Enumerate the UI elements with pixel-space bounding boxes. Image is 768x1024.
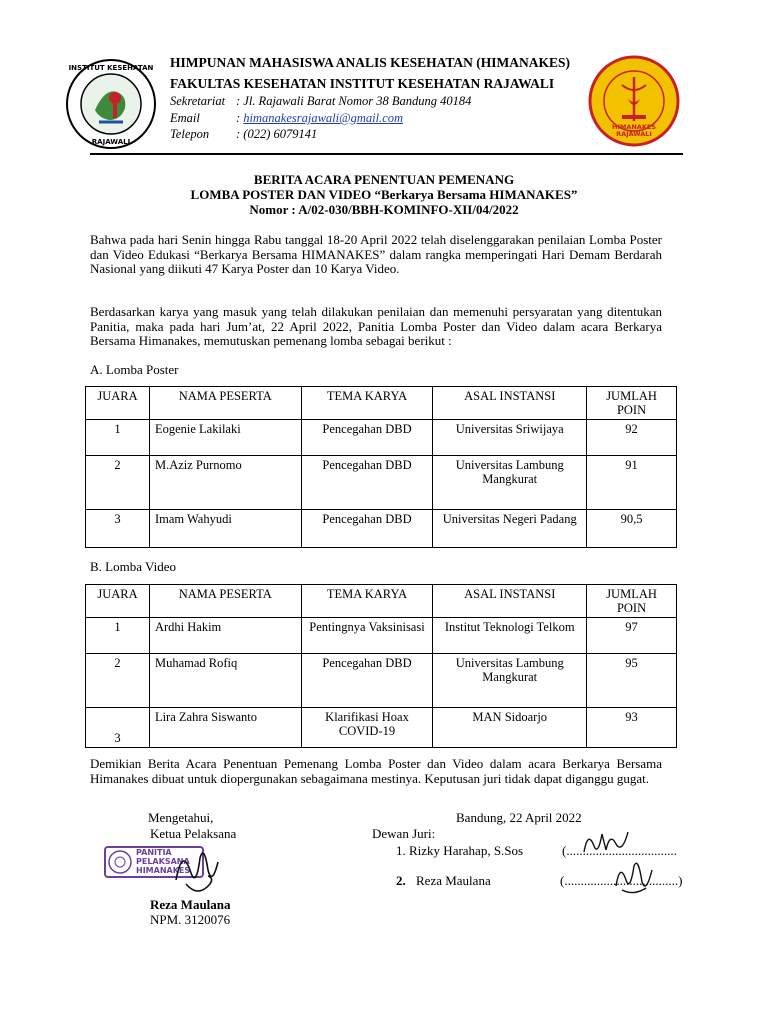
doc-number: Nomor : A/02-030/BBH-KOMINFO-XII/04/2022 xyxy=(249,202,519,217)
table-header-row xyxy=(86,585,677,618)
header-juara: JUARA xyxy=(86,387,150,420)
cell-poin: 93 xyxy=(587,708,677,748)
chairman-signature xyxy=(168,840,228,900)
video-winners-table xyxy=(85,584,677,748)
cell-tema: Pentingnya Vaksinisasi xyxy=(301,618,433,654)
table-row xyxy=(86,708,677,748)
himanakes-logo xyxy=(588,55,680,147)
table-row xyxy=(86,510,677,548)
paragraph-intro: Bahwa pada hari Senin hingga Rabu tanggal 18-20 April 2022 telah diselenggarakan penilaian Lomba Poster dan Video Edukasi “Berkarya Bersama HIMANAKES” dalam rangka memperingati Hari Demam Berdarah Nasional yang diikuti 47 Karya Poster dan 10 Karya Video. xyxy=(90,232,662,276)
cell-nama: Lira Zahra Siswanto xyxy=(149,708,301,748)
table-row xyxy=(86,420,677,456)
svg-text:INSTITUT KESEHATAN: INSTITUT KESEHATAN xyxy=(68,64,154,72)
table-row xyxy=(86,618,677,654)
jury-label: Dewan Juri: xyxy=(372,826,436,841)
cell-nama: M.Aziz Purnomo xyxy=(149,456,301,510)
cell-nama: Ardhi Hakim xyxy=(149,618,301,654)
cell-poin: 90,5 xyxy=(587,510,677,548)
cell-nama: Eogenie Lakilaki xyxy=(149,420,301,456)
org-name: HIMPUNAN MAHASISWA ANALIS KESEHATAN (HIMANAKES) xyxy=(170,55,571,70)
doc-title-line2: LOMBA POSTER DAN VIDEO “Berkarya Bersama HIMANAKES” xyxy=(190,187,578,202)
phone-label: Telepon xyxy=(170,127,210,141)
header-asal: ASAL INSTANSI xyxy=(433,387,587,420)
svg-text:HIMANAKES: HIMANAKES xyxy=(612,123,656,131)
cell-poin: 97 xyxy=(587,618,677,654)
cell-asal: Universitas Sriwijaya xyxy=(433,420,587,456)
jury-2-signature xyxy=(608,856,658,896)
cell-asal: MAN Sidoarjo xyxy=(433,708,587,748)
cell-tema: Pencegahan DBD xyxy=(301,510,433,548)
faculty-name: FAKULTAS KESEHATAN INSTITUT KESEHATAN RAJAWALI xyxy=(170,76,555,91)
cell-juara: 3 xyxy=(86,708,150,748)
cell-juara: 2 xyxy=(86,654,150,708)
email-link[interactable]: himanakesrajawali@gmail.com xyxy=(243,111,404,125)
header-nama: NAMA PESERTA xyxy=(149,585,301,618)
header-juara: JUARA xyxy=(86,585,150,618)
cell-poin: 95 xyxy=(587,654,677,708)
acknowledged-label: Mengetahui, xyxy=(148,810,214,825)
header-asal: ASAL INSTANSI xyxy=(433,585,587,618)
table-row xyxy=(86,654,677,708)
cell-tema: Pencegahan DBD xyxy=(301,654,433,708)
chairman-title: Ketua Pelaksana xyxy=(150,826,237,841)
doc-title-line1: BERITA ACARA PENENTUAN PEMENANG xyxy=(253,172,515,187)
cell-juara: 2 xyxy=(86,456,150,510)
paragraph-decision: Berdasarkan karya yang masuk yang telah dilakukan penilaian dan memenuhi persyaratan yang ditentukan Panitia, maka pada hari Jum’at, 22 April 2022, Panitia Lomba Poster dan Video dalam acara Berkarya Bersama Himanakes, memutuskan pemenang lomba sebagai berikut : xyxy=(90,304,662,348)
chairman-name: Reza Maulana xyxy=(150,897,231,912)
email-label: Email xyxy=(170,111,200,125)
email-row xyxy=(236,111,403,126)
closing-paragraph: Demikian Berita Acara Penentuan Pemenang Lomba Poster dan Video dalam acara Berkarya Bersama Himanakes dibuat untuk diopergunakan sebagaimana mestinya. Keputusan juri tidak dapat diganggu gugat. xyxy=(90,756,662,786)
cell-asal: Universitas Lambung Mangkurat xyxy=(433,654,587,708)
jury-member-2: Reza Maulana xyxy=(416,873,491,888)
phone-value: : (022) 6079141 xyxy=(236,127,318,141)
cell-tema: Pencegahan DBD xyxy=(301,456,433,510)
place-date: Bandung, 22 April 2022 xyxy=(456,810,582,825)
header-tema: TEMA KARYA xyxy=(301,585,433,618)
header-tema: TEMA KARYA xyxy=(301,387,433,420)
header-nama: NAMA PESERTA xyxy=(149,387,301,420)
email-colon: : xyxy=(236,111,244,125)
cell-juara: 1 xyxy=(86,420,150,456)
svg-text:RAJAWALI: RAJAWALI xyxy=(616,130,652,138)
cell-poin: 92 xyxy=(587,420,677,456)
cell-poin: 91 xyxy=(587,456,677,510)
jury-2-number: 2. xyxy=(396,873,406,888)
header-divider xyxy=(90,153,683,155)
cell-juara: 3 xyxy=(86,510,150,548)
section-poster-heading: A. Lomba Poster xyxy=(90,362,179,377)
chairman-npm: NPM. 3120076 xyxy=(150,912,231,927)
header-poin: JUMLAH POIN xyxy=(587,585,677,618)
jury-2-signature-line: (...................................) xyxy=(560,873,683,888)
header-poin: JUMLAH POIN xyxy=(587,387,677,420)
jury-member-1: 1. Rizky Harahap, S.Sos xyxy=(396,843,524,858)
cell-asal: Institut Teknologi Telkom xyxy=(433,618,587,654)
cell-nama: Muhamad Rofiq xyxy=(149,654,301,708)
institut-logo xyxy=(65,58,157,150)
secretariat-value: : Jl. Rajawali Barat Nomor 38 Bandung 40184 xyxy=(236,94,472,108)
jury-1-signature xyxy=(578,826,638,858)
cell-nama: Imam Wahyudi xyxy=(149,510,301,548)
cell-tema: Pencegahan DBD xyxy=(301,420,433,456)
stamp-text: PANITIA PELAKSANA HIMANAKES xyxy=(136,848,191,875)
cell-juara: 1 xyxy=(86,618,150,654)
secretariat-label: Sekretariat xyxy=(170,94,226,108)
cell-asal: Universitas Negeri Padang xyxy=(433,510,587,548)
svg-text:RAJAWALI: RAJAWALI xyxy=(91,138,131,146)
jury-1-signature-line: (.................................. xyxy=(562,843,677,858)
section-video-heading: B. Lomba Video xyxy=(90,559,176,574)
table-row xyxy=(86,456,677,510)
poster-winners-table xyxy=(85,386,677,548)
cell-tema: Klarifikasi Hoax COVID-19 xyxy=(301,708,433,748)
cell-asal: Universitas Lambung Mangkurat xyxy=(433,456,587,510)
table-header-row xyxy=(86,387,677,420)
